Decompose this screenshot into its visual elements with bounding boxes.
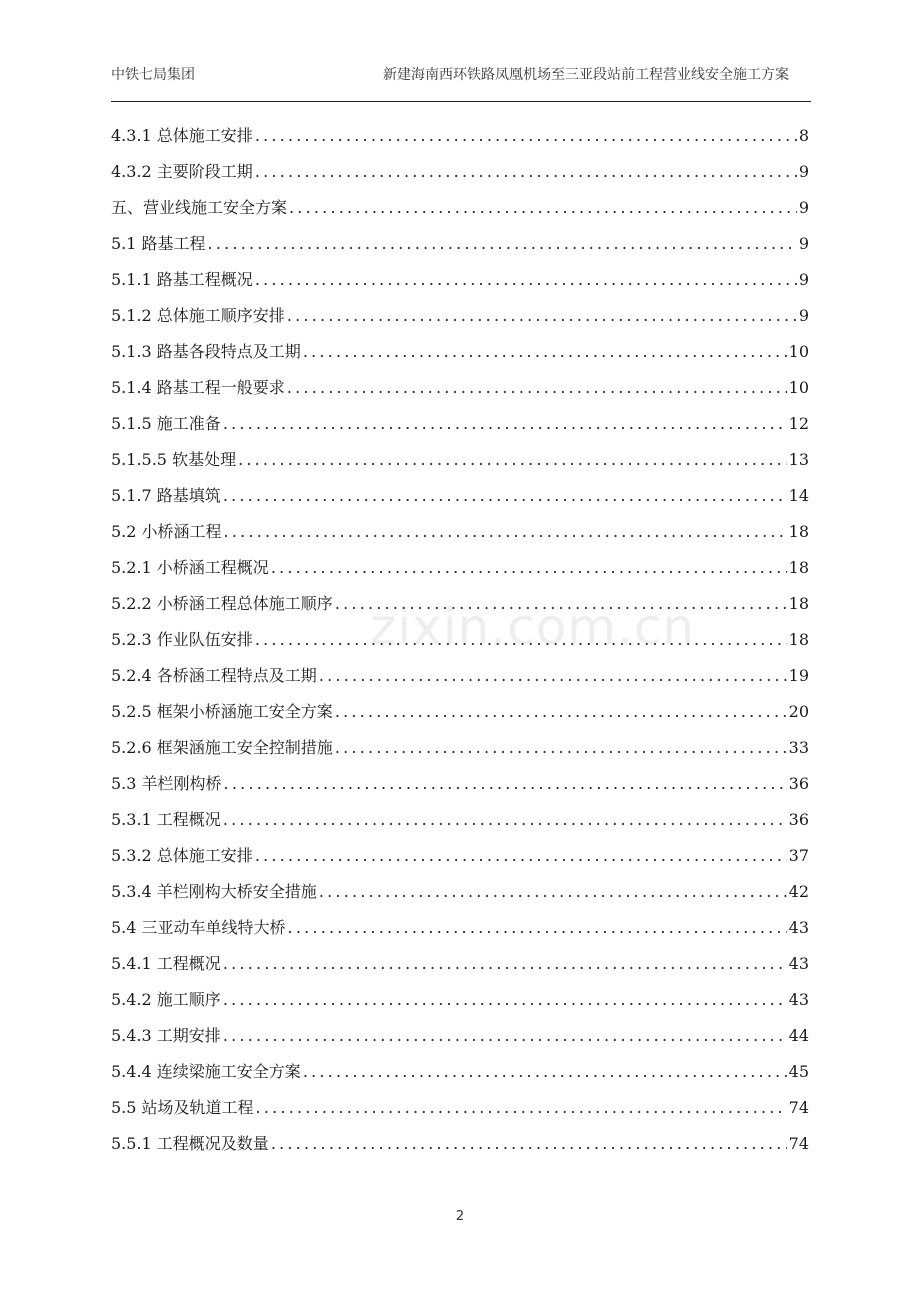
toc-entry[interactable] [111,226,809,262]
toc-dot-leader [255,154,797,190]
toc-entry-page: 10 [788,378,809,397]
toc-entry-title: 5.2.2 小桥涵工程总体施工顺序 [111,594,333,613]
toc-dot-leader [223,982,787,1018]
toc-entry-title: 5.3.4 羊栏刚构大桥安全措施 [111,882,317,901]
toc-dot-leader [319,874,787,910]
toc-dot-leader [271,1126,787,1162]
toc-entry-title: 5.2.3 作业队伍安排 [111,630,253,649]
toc-entry-page: 18 [788,630,809,649]
toc-entry-title: 5.1.1 路基工程概况 [111,270,253,289]
toc-entry-title: 5.1 路基工程 [111,234,206,253]
toc-entry-page: 36 [788,810,809,829]
toc-dot-leader [238,442,787,478]
toc-dot-leader [287,370,787,406]
toc-entry[interactable] [111,118,809,154]
toc-entry-page: 20 [788,702,809,721]
watermark: zixin.com.cn [370,598,696,656]
toc-dot-leader [255,838,787,874]
toc-dot-leader [289,190,797,226]
toc-dot-leader [303,334,787,370]
toc-entry[interactable] [111,298,809,334]
toc-entry[interactable] [111,334,809,370]
toc-entry-page: 18 [788,594,809,613]
toc-entry-title: 5.4.2 施工顺序 [111,990,221,1009]
toc-entry[interactable] [111,1054,809,1090]
header-document-title: 新建海南西环铁路凤凰机场至三亚段站前工程营业线安全施工方案 [383,67,789,83]
toc-dot-leader [256,1090,787,1126]
toc-entry-title: 5.4 三亚动车单线特大桥 [111,918,286,937]
toc-dot-leader [223,802,787,838]
toc-entry-page: 43 [788,990,809,1009]
toc-entry[interactable] [111,1090,809,1126]
toc-entry-page: 36 [788,774,809,793]
toc-dot-leader [223,406,787,442]
toc-entry-title: 5.3.2 总体施工安排 [111,846,253,865]
toc-entry-title: 5.5.1 工程概况及数量 [111,1134,269,1153]
toc-dot-leader [335,694,787,730]
toc-dot-leader [223,478,787,514]
toc-entry[interactable] [111,622,809,658]
toc-entry-page: 9 [798,270,809,289]
toc-entry-title: 5.1.5 施工准备 [111,414,221,433]
header-organization: 中铁七局集团 [111,67,195,83]
toc-entry-page: 9 [798,198,809,217]
toc-entry-title: 4.3.2 主要阶段工期 [111,162,253,181]
toc-entry-page: 37 [788,846,809,865]
toc-dot-leader [223,1018,787,1054]
toc-entry-title: 5.2 小桥涵工程 [111,522,222,541]
toc-entry[interactable] [111,550,809,586]
toc-entry-title: 5.2.6 框架涵施工安全控制措施 [111,738,333,757]
toc-entry[interactable] [111,406,809,442]
toc-entry-title: 5.1.7 路基填筑 [111,486,221,505]
toc-entry[interactable] [111,658,809,694]
toc-entry-title: 5.4.3 工期安排 [111,1026,221,1045]
toc-entry-page: 9 [798,162,809,181]
toc-dot-leader [271,550,787,586]
toc-dot-leader [303,1054,787,1090]
toc-dot-leader [287,298,797,334]
toc-entry-page: 45 [788,1062,809,1081]
toc-entry[interactable] [111,586,809,622]
toc-entry[interactable] [111,370,809,406]
toc-entry-title: 5.2.4 各桥涵工程特点及工期 [111,666,317,685]
toc-entry-page: 43 [788,918,809,937]
toc-entry[interactable] [111,1126,809,1162]
toc-entry-page: 12 [788,414,809,433]
page-header [111,64,811,86]
toc-entry[interactable] [111,730,809,766]
toc-entry-title: 4.3.1 总体施工安排 [111,126,253,145]
header-divider [111,101,811,102]
toc-entry-page: 8 [798,126,809,145]
toc-dot-leader [208,226,797,262]
toc-dot-leader [255,622,787,658]
toc-entry[interactable] [111,190,809,226]
page-number: 2 [455,1209,465,1224]
toc-entry-title: 5.3 羊栏刚构桥 [111,774,222,793]
toc-dot-leader [319,658,787,694]
toc-entry-page: 43 [788,954,809,973]
toc-dot-leader [335,586,787,622]
toc-entry-page: 19 [788,666,809,685]
toc-entry-title: 5.4.1 工程概况 [111,954,221,973]
toc-entry-page: 33 [788,738,809,757]
toc-entry-title: 5.2.5 框架小桥涵施工安全方案 [111,702,333,721]
toc-dot-leader [224,766,787,802]
toc-entry-title: 5.3.1 工程概况 [111,810,221,829]
toc-dot-leader [255,262,797,298]
toc-dot-leader [335,730,787,766]
toc-dot-leader [223,946,787,982]
toc-entry[interactable] [111,262,809,298]
toc-entry-page: 74 [788,1134,809,1153]
toc-dot-leader [288,910,787,946]
toc-entry-page: 10 [788,342,809,361]
toc-entry-page: 42 [788,882,809,901]
toc-entry[interactable] [111,478,809,514]
toc-entry-page: 9 [798,234,809,253]
table-of-contents [111,118,809,1162]
toc-entry[interactable] [111,946,809,982]
toc-entry[interactable] [111,982,809,1018]
toc-entry-title: 5.1.5.5 软基处理 [111,450,237,469]
toc-entry-title: 五、营业线施工安全方案 [111,198,288,217]
toc-entry[interactable] [111,1018,809,1054]
toc-entry-page: 18 [788,558,809,577]
toc-entry[interactable] [111,154,809,190]
toc-entry-page: 44 [788,1026,809,1045]
toc-entry-title: 5.2.1 小桥涵工程概况 [111,558,269,577]
toc-dot-leader [255,118,797,154]
toc-entry-page: 13 [788,450,809,469]
toc-dot-leader [224,514,787,550]
toc-entry-title: 5.1.3 路基各段特点及工期 [111,342,301,361]
toc-entry[interactable] [111,766,809,802]
toc-entry-page: 18 [788,522,809,541]
toc-entry[interactable] [111,910,809,946]
toc-entry[interactable] [111,514,809,550]
toc-entry[interactable] [111,838,809,874]
toc-entry[interactable] [111,694,809,730]
toc-entry-page: 14 [788,486,809,505]
toc-entry-title: 5.1.4 路基工程一般要求 [111,378,285,397]
toc-entry-page: 74 [788,1098,809,1117]
toc-entry-title: 5.5 站场及轨道工程 [111,1098,254,1117]
toc-entry[interactable] [111,442,809,478]
toc-entry-title: 5.1.2 总体施工顺序安排 [111,306,285,325]
toc-entry[interactable] [111,874,809,910]
toc-entry[interactable] [111,802,809,838]
toc-entry-title: 5.4.4 连续梁施工安全方案 [111,1062,301,1081]
toc-entry-page: 9 [798,306,809,325]
